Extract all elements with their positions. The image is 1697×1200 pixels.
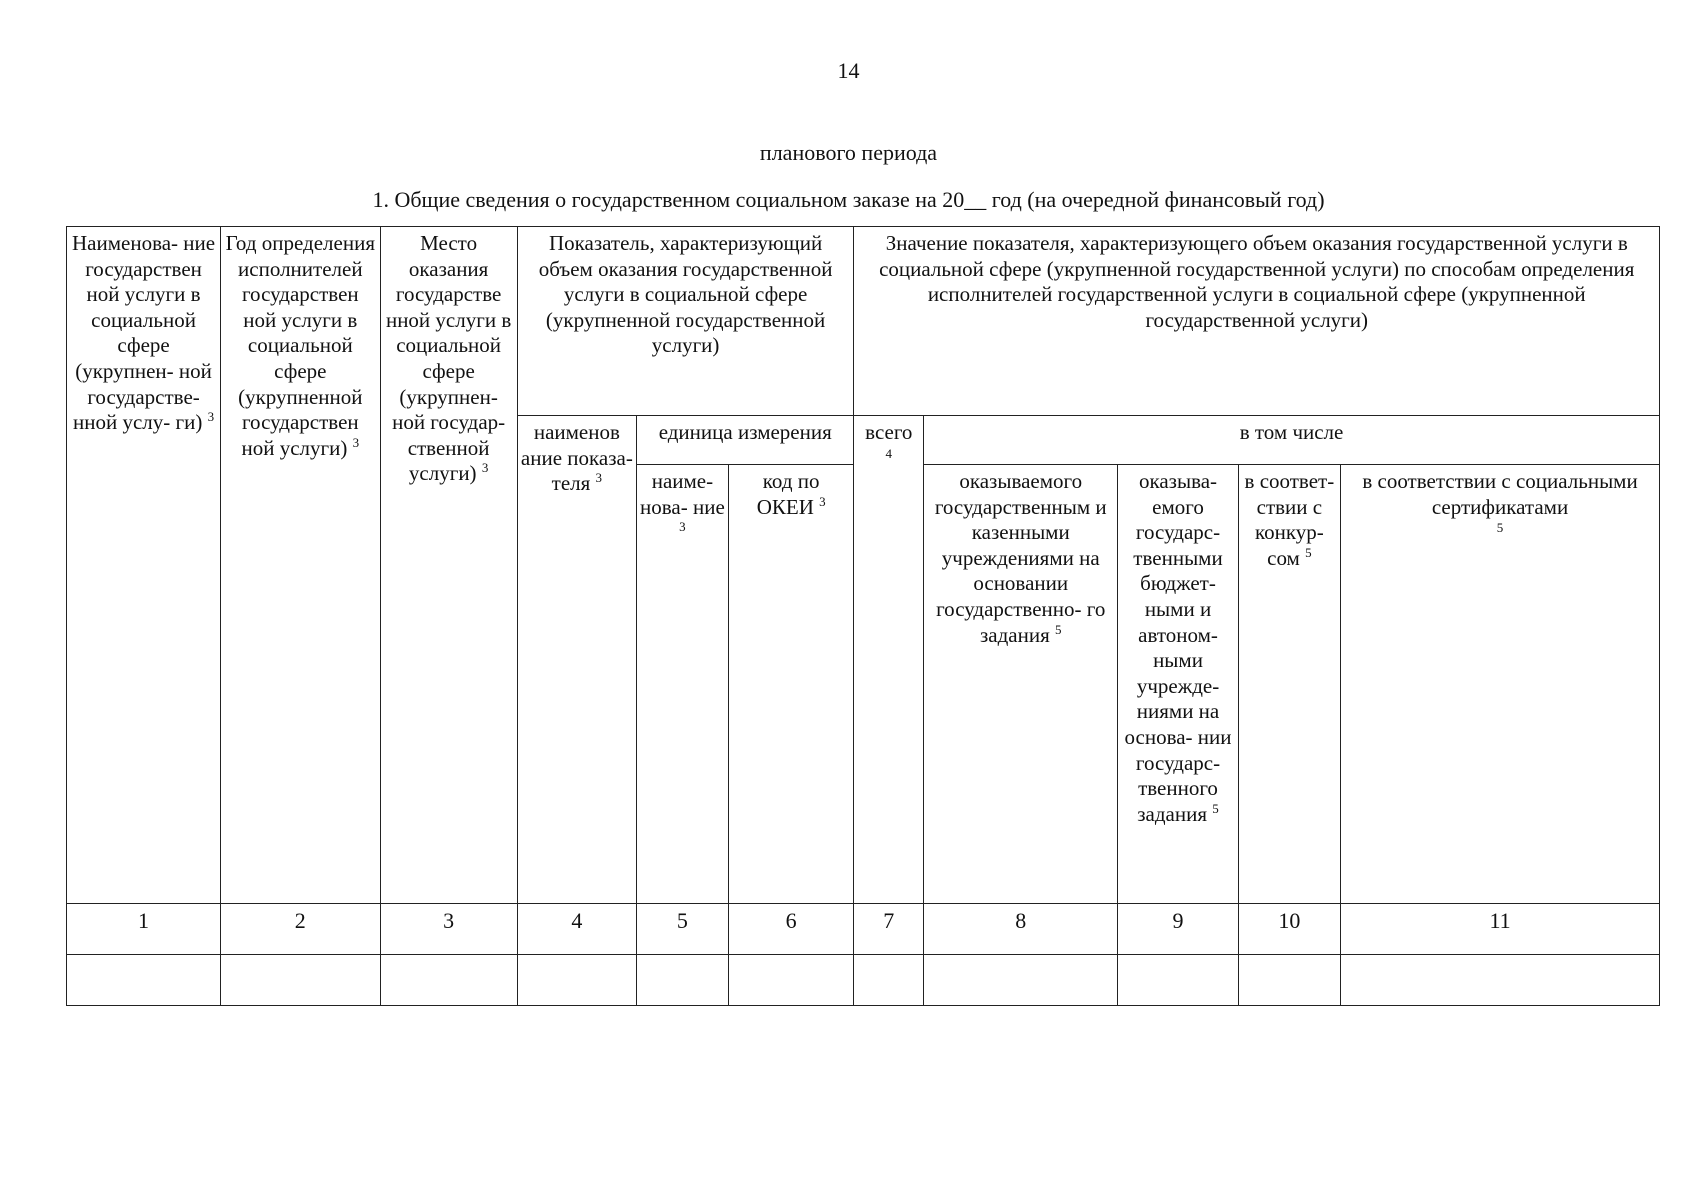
empty-data-row bbox=[67, 955, 1660, 1006]
column-number: 1 bbox=[67, 904, 221, 955]
planning-period-line: планового периода bbox=[759, 140, 938, 165]
header-text: наименов ание показа- теля bbox=[520, 420, 633, 496]
column-number: 9 bbox=[1118, 904, 1238, 955]
column-number: 8 bbox=[924, 904, 1118, 955]
column-number: 7 bbox=[854, 904, 924, 955]
empty-cell bbox=[1341, 955, 1660, 1006]
empty-cell bbox=[637, 955, 729, 1006]
header-certificates bbox=[1341, 465, 1660, 904]
empty-cell bbox=[1118, 955, 1238, 1006]
column-number: 3 bbox=[380, 904, 517, 955]
footnote-ref: 5 bbox=[1212, 800, 1219, 816]
footnote-ref: 4 bbox=[885, 445, 893, 461]
footnote-ref: 5 bbox=[1054, 621, 1062, 637]
header-text: код по ОКЕИ bbox=[756, 469, 820, 519]
header-value-group: Значение показателя, характеризующего объем оказания государственной услуги в социальной сфере (укрупненной государственной услуги) по способам определения исполнителей государственной услуги в социальной сфере (укрупненной государственной услуги) bbox=[854, 227, 1660, 416]
footnote-ref: 3 bbox=[679, 519, 686, 535]
column-number: 4 bbox=[517, 904, 636, 955]
social-order-table bbox=[66, 226, 1660, 1006]
header-text: Год определения исполнителей государствен ной услуги в социальной сфере (укрупненной государствен ной услуги) bbox=[225, 231, 375, 460]
footnote-ref: 5 bbox=[1496, 520, 1504, 536]
header-text: в соответ- ствии с конкур- сом bbox=[1244, 469, 1335, 570]
header-state-task-budget bbox=[1118, 465, 1238, 904]
column-number: 5 bbox=[637, 904, 729, 955]
header-state-task-treasury bbox=[924, 465, 1118, 904]
header-place bbox=[380, 227, 517, 904]
column-number: 11 bbox=[1341, 904, 1660, 955]
column-number: 6 bbox=[728, 904, 854, 955]
empty-cell bbox=[1238, 955, 1340, 1006]
empty-cell bbox=[380, 955, 517, 1006]
empty-cell bbox=[728, 955, 854, 1006]
empty-cell bbox=[67, 955, 221, 1006]
footnote-ref: 3 bbox=[352, 434, 360, 450]
empty-cell bbox=[221, 955, 380, 1006]
header-unit-group: единица измерения bbox=[637, 416, 854, 465]
header-text: наиме- нова- ние bbox=[640, 469, 725, 519]
column-number: 10 bbox=[1238, 904, 1340, 955]
header-indicator-name bbox=[517, 416, 636, 904]
empty-cell bbox=[517, 955, 636, 1006]
header-service-name bbox=[67, 227, 221, 904]
header-unit-name bbox=[637, 465, 729, 904]
header-row-1 bbox=[67, 227, 1660, 416]
header-okei-code bbox=[728, 465, 854, 904]
column-number-row bbox=[67, 904, 1660, 955]
header-total bbox=[854, 416, 924, 904]
footnote-ref: 3 bbox=[207, 409, 215, 425]
empty-cell bbox=[924, 955, 1118, 1006]
footnote-ref: 3 bbox=[595, 470, 603, 486]
header-competition bbox=[1238, 465, 1340, 904]
header-indicator-group: Показатель, характеризующий объем оказания государственной услуги в социальной сфере (укрупненной государственной услуги) bbox=[517, 227, 854, 416]
header-including: в том числе bbox=[924, 416, 1660, 465]
column-number: 2 bbox=[221, 904, 380, 955]
header-text: оказыва- емого государс- твенными бюджет- ными и автоном- ными учрежде- ниями на основа- нии государс- твенного задания bbox=[1124, 469, 1232, 826]
footnote-ref: 3 bbox=[481, 460, 489, 476]
table-title: 1. Общие сведения о государственном социальном заказе на 20__ год (на очередной финансовый год) bbox=[372, 187, 1325, 212]
header-text: всего bbox=[865, 420, 913, 444]
footnote-ref: 5 bbox=[1305, 544, 1312, 560]
footnote-ref: 3 bbox=[819, 493, 826, 509]
header-text: оказываемого государственным и казенными учреждениями на основании государственно- го задания bbox=[934, 469, 1107, 647]
empty-cell bbox=[854, 955, 924, 1006]
header-year bbox=[221, 227, 380, 904]
page-number: 14 bbox=[837, 58, 860, 83]
header-text: в соответствии с социальными сертификатами bbox=[1362, 469, 1638, 519]
header-text: Наименова- ние государствен ной услуги в социальной сфере (укрупнен- ной государстве- нной услу- ги) bbox=[72, 231, 216, 435]
header-text: Место оказания государстве нной услуги в социальной сфере (укрупнен- ной государ- ственной услуги) bbox=[385, 231, 512, 486]
